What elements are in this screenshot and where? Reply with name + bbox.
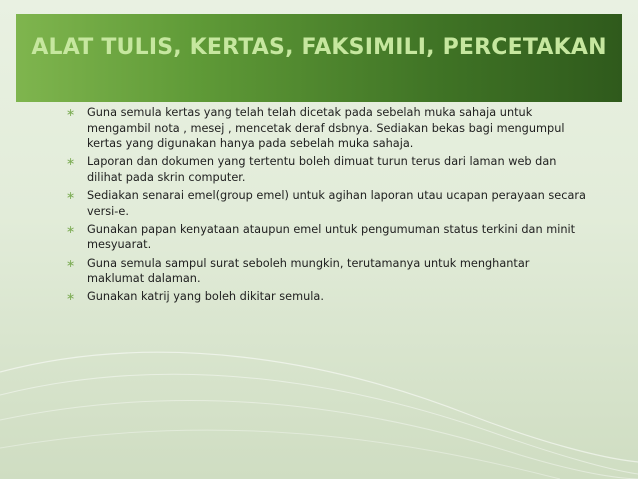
bullet-list xyxy=(66,105,586,308)
bullet-text: Guna semula kertas yang telah telah dicetak pada sebelah muka sahaja untuk mengambil nota , mesej , mencetak deraf dsbnya. Sediakan bekas bagi mengumpul kertas yang digunakan hanya pada sebelah muka sahaja. xyxy=(87,106,565,150)
bullet-text: Guna semula sampul surat seboleh mungkin, terutamanya untuk menghantar maklumat dalaman. xyxy=(87,256,530,286)
bullet-item xyxy=(66,289,586,305)
bullet-item xyxy=(66,105,586,152)
asterisk-bullet-icon: ∗ xyxy=(66,222,76,236)
bullet-text: Laporan dan dokumen yang tertentu boleh dimuat turun terus dari laman web dan dilihat pada skrin computer. xyxy=(87,155,557,184)
bullet-item xyxy=(66,154,586,185)
asterisk-bullet-icon: ∗ xyxy=(66,290,76,304)
asterisk-bullet-icon: ∗ xyxy=(66,256,76,270)
bullet-item xyxy=(66,256,586,287)
bullet-text: Sediakan senarai emel(group emel) untuk agihan laporan utau ucapan perayaan secara versi-e. xyxy=(87,189,586,218)
slide-title: ALAT TULIS, KERTAS, FAKSIMILI, PERCETAKAN xyxy=(31,35,607,60)
bullet-text: Gunakan katrij yang boleh dikitar semula. xyxy=(87,290,324,304)
bullet-item xyxy=(66,222,586,253)
bullet-item xyxy=(66,188,586,219)
asterisk-bullet-icon: ∗ xyxy=(66,155,76,169)
asterisk-bullet-icon: ∗ xyxy=(66,189,76,203)
asterisk-bullet-icon: ∗ xyxy=(66,106,76,119)
bullet-text: Gunakan papan kenyataan ataupun emel untuk pengumuman status terkini dan minit mesyuarat. xyxy=(87,222,576,252)
